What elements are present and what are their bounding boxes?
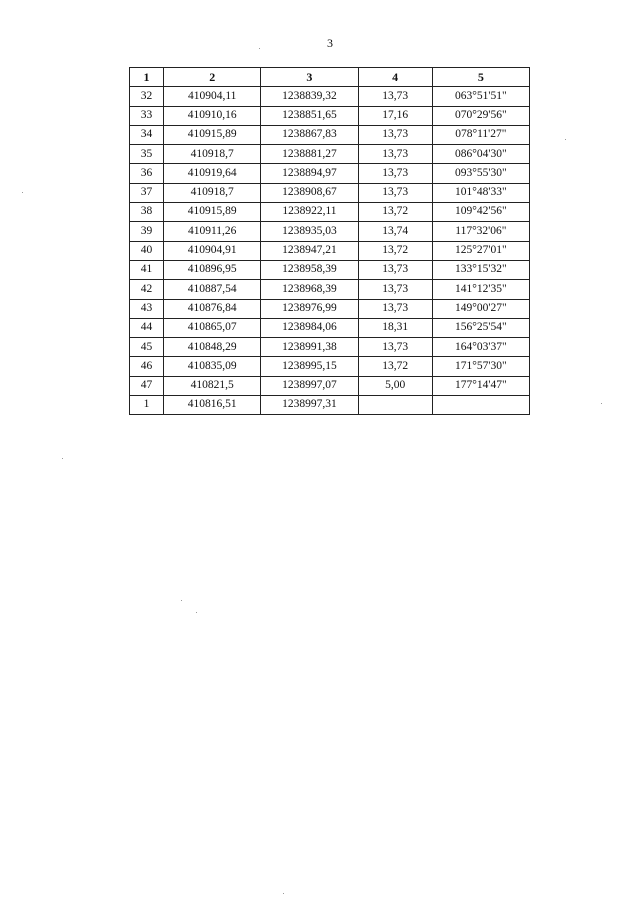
y-coordinate-cell: 1238839,32	[261, 87, 358, 106]
direction-angle-cell: 078°11'27"	[432, 125, 529, 144]
x-coordinate-cell: 410915,89	[164, 125, 261, 144]
point-number-cell: 46	[130, 357, 164, 376]
x-coordinate-cell: 410887,54	[164, 280, 261, 299]
x-coordinate-cell: 410910,16	[164, 106, 261, 125]
distance-cell: 13,73	[358, 87, 432, 106]
coordinates-table	[129, 67, 530, 415]
y-coordinate-cell: 1238867,83	[261, 125, 358, 144]
point-number-cell: 38	[130, 203, 164, 222]
distance-cell: 13,72	[358, 357, 432, 376]
x-coordinate-cell: 410848,29	[164, 338, 261, 357]
point-number-cell: 40	[130, 241, 164, 260]
y-coordinate-cell: 1238995,15	[261, 357, 358, 376]
y-coordinate-cell: 1238984,06	[261, 318, 358, 337]
direction-angle-cell: 133°15'32"	[432, 260, 529, 279]
x-coordinate-cell: 410904,91	[164, 241, 261, 260]
direction-angle-cell: 101°48'33"	[432, 183, 529, 202]
direction-angle-cell: 156°25'54"	[432, 318, 529, 337]
point-number-cell: 44	[130, 318, 164, 337]
y-coordinate-cell: 1238935,03	[261, 222, 358, 241]
table-row	[130, 396, 530, 415]
point-number-cell: 41	[130, 260, 164, 279]
table-row	[130, 203, 530, 222]
x-coordinate-cell: 410918,7	[164, 183, 261, 202]
x-coordinate-cell: 410918,7	[164, 145, 261, 164]
distance-cell: 13,74	[358, 222, 432, 241]
direction-angle-cell: 070°29'56"	[432, 106, 529, 125]
distance-cell: 13,73	[358, 183, 432, 202]
scan-speck	[259, 48, 260, 49]
scan-speck	[22, 192, 23, 193]
table-row	[130, 357, 530, 376]
x-coordinate-cell: 410915,89	[164, 203, 261, 222]
point-number-cell: 42	[130, 280, 164, 299]
x-coordinate-cell: 410865,07	[164, 318, 261, 337]
x-coordinate-cell: 410904,11	[164, 87, 261, 106]
y-coordinate-cell: 1238947,21	[261, 241, 358, 260]
scan-speck	[181, 600, 182, 601]
direction-angle-cell: 171°57'30"	[432, 357, 529, 376]
table-row	[130, 299, 530, 318]
point-number-cell: 35	[130, 145, 164, 164]
point-number-cell: 32	[130, 87, 164, 106]
point-number-cell: 47	[130, 376, 164, 395]
table-row	[130, 241, 530, 260]
distance-cell: 13,73	[358, 280, 432, 299]
table-row	[130, 125, 530, 144]
point-number-cell: 34	[130, 125, 164, 144]
direction-angle-cell: 164°03'37"	[432, 338, 529, 357]
point-number-cell: 36	[130, 164, 164, 183]
x-coordinate-cell: 410911,26	[164, 222, 261, 241]
table-row	[130, 183, 530, 202]
table-row	[130, 222, 530, 241]
distance-cell: 13,73	[358, 260, 432, 279]
distance-cell: 13,73	[358, 164, 432, 183]
table-row	[130, 145, 530, 164]
point-number-cell: 37	[130, 183, 164, 202]
distance-cell: 17,16	[358, 106, 432, 125]
distance-cell	[358, 396, 432, 415]
scan-speck	[283, 893, 284, 894]
y-coordinate-cell: 1238922,11	[261, 203, 358, 222]
y-coordinate-cell: 1238997,07	[261, 376, 358, 395]
table-row	[130, 318, 530, 337]
header-distance: 4	[358, 68, 432, 87]
x-coordinate-cell: 410821,5	[164, 376, 261, 395]
point-number-cell: 33	[130, 106, 164, 125]
distance-cell: 5,00	[358, 376, 432, 395]
header-direction-angle: 5	[432, 68, 529, 87]
table-row	[130, 260, 530, 279]
table-body	[130, 87, 530, 415]
header-x-coordinate: 2	[164, 68, 261, 87]
y-coordinate-cell: 1238991,38	[261, 338, 358, 357]
page-number: 3	[327, 36, 333, 50]
header-point-number: 1	[130, 68, 164, 87]
distance-cell: 18,31	[358, 318, 432, 337]
y-coordinate-cell: 1238881,27	[261, 145, 358, 164]
scan-speck	[196, 612, 197, 613]
table-row	[130, 106, 530, 125]
table-row	[130, 376, 530, 395]
direction-angle-cell: 149°00'27"	[432, 299, 529, 318]
distance-cell: 13,72	[358, 241, 432, 260]
distance-cell: 13,73	[358, 145, 432, 164]
distance-cell: 13,73	[358, 299, 432, 318]
y-coordinate-cell: 1238894,97	[261, 164, 358, 183]
point-number-cell: 39	[130, 222, 164, 241]
y-coordinate-cell: 1238958,39	[261, 260, 358, 279]
x-coordinate-cell: 410896,95	[164, 260, 261, 279]
y-coordinate-cell: 1238968,39	[261, 280, 358, 299]
y-coordinate-cell: 1238851,65	[261, 106, 358, 125]
direction-angle-cell: 109°42'56"	[432, 203, 529, 222]
direction-angle-cell: 125°27'01"	[432, 241, 529, 260]
direction-angle-cell: 063°51'51"	[432, 87, 529, 106]
x-coordinate-cell: 410919,64	[164, 164, 261, 183]
direction-angle-cell: 177°14'47"	[432, 376, 529, 395]
table-row	[130, 164, 530, 183]
x-coordinate-cell: 410835,09	[164, 357, 261, 376]
distance-cell: 13,73	[358, 125, 432, 144]
direction-angle-cell: 117°32'06"	[432, 222, 529, 241]
y-coordinate-cell: 1238908,67	[261, 183, 358, 202]
direction-angle-cell: 086°04'30"	[432, 145, 529, 164]
direction-angle-cell: 093°55'30"	[432, 164, 529, 183]
point-number-cell: 45	[130, 338, 164, 357]
table-row	[130, 338, 530, 357]
y-coordinate-cell: 1238976,99	[261, 299, 358, 318]
table-row	[130, 280, 530, 299]
scan-speck	[62, 458, 63, 459]
direction-angle-cell	[432, 396, 529, 415]
table-row	[130, 87, 530, 106]
scan-speck	[565, 139, 566, 140]
direction-angle-cell: 141°12'35"	[432, 280, 529, 299]
x-coordinate-cell: 410816,51	[164, 396, 261, 415]
distance-cell: 13,72	[358, 203, 432, 222]
header-y-coordinate: 3	[261, 68, 358, 87]
table-header-row	[130, 68, 530, 87]
scan-speck	[601, 403, 602, 404]
y-coordinate-cell: 1238997,31	[261, 396, 358, 415]
point-number-cell: 1	[130, 396, 164, 415]
x-coordinate-cell: 410876,84	[164, 299, 261, 318]
point-number-cell: 43	[130, 299, 164, 318]
distance-cell: 13,73	[358, 338, 432, 357]
